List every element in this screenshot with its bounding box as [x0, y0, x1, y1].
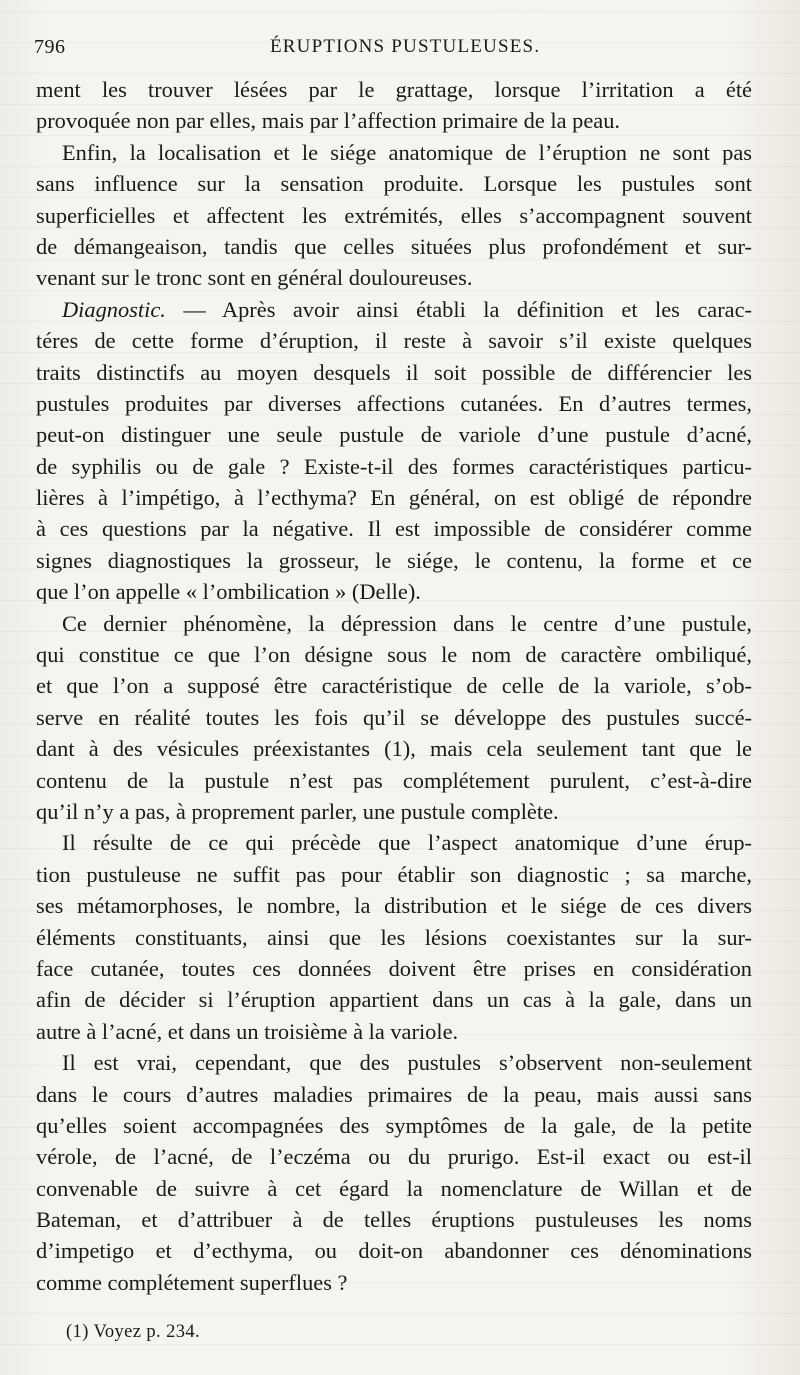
line-text: de démangeaison, tandis que celles situées plus profondément et sur- — [36, 233, 752, 259]
footnote: (1) Voyez p. 234. — [66, 1322, 201, 1342]
text-line — [36, 670, 752, 701]
line-text: autre à l’acné, et dans un troisième à la variole. — [36, 1018, 459, 1044]
text-line — [36, 827, 752, 858]
text-line — [36, 702, 752, 733]
text-line — [36, 922, 752, 953]
text-line — [36, 953, 752, 984]
section-heading: Diagnostic. — [62, 296, 166, 322]
text-line — [36, 74, 752, 105]
text-line — [36, 1141, 752, 1172]
text-line — [36, 1173, 752, 1204]
text-line — [36, 1204, 752, 1235]
text-line — [36, 137, 752, 168]
line-text: qui constitue ce que l’on désigne sous le nom de caractère ombiliqué, — [36, 642, 752, 668]
text-line — [36, 419, 752, 450]
line-text: convenable de suivre à cet égard la nomenclature de Willan et de — [36, 1175, 752, 1201]
line-text: éléments constituants, ainsi que les lésions coexistantes sur la sur- — [36, 924, 752, 950]
line-text: d’impetigo et d’ecthyma, ou doit-on abandonner ces dénominations — [36, 1238, 752, 1264]
line-text: comme complétement superflues ? — [36, 1269, 348, 1295]
line-text: dant à des vésicules préexistantes (1), mais cela seulement tant que le — [36, 736, 752, 762]
line-text: — Après avoir ainsi établi la définition et les carac- — [165, 296, 752, 322]
running-head: ÉRUPTIONS PUSTULEUSES. — [270, 36, 541, 57]
line-text: pustules produites par diverses affections cutanées. En d’autres termes, — [36, 390, 752, 416]
line-text: tion pustuleuse ne suffit pas pour établir son diagnostic ; sa marche, — [36, 861, 752, 887]
text-line — [36, 639, 752, 670]
line-text: face cutanée, toutes ces données doivent être prises en considération — [36, 955, 752, 981]
line-text: ses métamorphoses, le nombre, la distribution et le siége de ces divers — [36, 893, 752, 919]
line-text: à ces questions par la négative. Il est impossible de considérer comme — [36, 516, 752, 542]
line-text: téres de cette forme d’éruption, il reste à savoir s’il existe quelques — [36, 328, 752, 354]
line-text: de syphilis ou de gale ? Existe-t-il des formes caractéristiques particu- — [36, 453, 752, 479]
text-line — [36, 576, 752, 607]
line-text: traits distinctifs au moyen desquels il soit possible de différencier les — [36, 359, 752, 385]
line-text: ment les trouver lésées par le grattage, lorsque l’irritation a été — [36, 77, 752, 102]
line-text: Bateman, et d’attribuer à de telles éruptions pustuleuses les noms — [36, 1207, 752, 1233]
text-line — [36, 105, 752, 136]
page-header — [34, 34, 750, 64]
line-text: qu’elles soient accompagnées des symptômes de la gale, de la petite — [36, 1112, 752, 1138]
text-line — [36, 231, 752, 262]
line-text: dans le cours d’autres maladies primaires de la peau, mais aussi sans — [36, 1081, 752, 1107]
line-text: et que l’on a supposé être caractéristique de celle de la variole, s’ob- — [36, 673, 752, 699]
text-line — [36, 545, 752, 576]
text-line — [36, 325, 752, 356]
text-line — [36, 388, 752, 419]
text-line — [36, 482, 752, 513]
text-line — [36, 513, 752, 544]
line-text: Ce dernier phénomène, la dépression dans le centre d’une pustule, — [62, 610, 752, 636]
text-line — [36, 733, 752, 764]
line-text: signes diagnostiques la grosseur, le siége, le contenu, la forme et ce — [36, 547, 752, 573]
text-line — [36, 200, 752, 231]
text-line — [36, 890, 752, 921]
text-line — [36, 1267, 752, 1298]
line-text: contenu de la pustule n’est pas complétement purulent, c’est-à-dire — [36, 767, 752, 793]
line-text: venant sur le tronc sont en général douloureuses. — [36, 265, 473, 291]
line-text: qu’il n’y a pas, à proprement parler, une pustule complète. — [36, 798, 559, 824]
text-line — [36, 168, 752, 199]
text-line — [36, 1016, 752, 1047]
text-line — [36, 451, 752, 482]
page-number: 796 — [34, 36, 66, 58]
text-line — [36, 262, 752, 293]
text-line — [36, 1110, 752, 1141]
text-line — [36, 765, 752, 796]
text-line — [36, 984, 752, 1015]
line-text: sans influence sur la sensation produite. Lorsque les pustules sont — [36, 171, 752, 197]
line-text: Il résulte de ce qui précède que l’aspect anatomique d’une érup- — [62, 830, 752, 856]
line-text: superficielles et affectent les extrémités, elles s’accompagnent souvent — [36, 202, 752, 228]
line-text: Enfin, la localisation et le siége anatomique de l’éruption ne sont pas — [62, 139, 752, 165]
line-text: lières à l’impétigo, à l’ecthyma? En général, on est obligé de répondre — [36, 485, 752, 511]
text-line — [36, 608, 752, 639]
body-text — [36, 74, 752, 1298]
line-text: Il est vrai, cependant, que des pustules s’observent non-seulement — [62, 1050, 752, 1076]
text-line — [36, 357, 752, 388]
line-text: afin de décider si l’éruption appartient dans un cas à la gale, dans un — [36, 987, 752, 1013]
text-line — [36, 294, 752, 325]
text-line — [36, 796, 752, 827]
text-line — [36, 1235, 752, 1266]
line-text: provoquée non par elles, mais par l’affection primaire de la peau. — [36, 108, 620, 134]
line-text: vérole, de l’acné, de l’eczéma ou du prurigo. Est-il exact ou est-il — [36, 1144, 752, 1170]
text-line — [36, 1079, 752, 1110]
line-text: peut-on distinguer une seule pustule de variole d’une pustule d’acné, — [36, 422, 752, 448]
text-line — [36, 1047, 752, 1078]
text-line — [36, 859, 752, 890]
line-text: serve en réalité toutes les fois qu’il se développe des pustules succé- — [36, 704, 752, 730]
line-text: que l’on appelle « l’ombilication » (Delle). — [36, 579, 421, 605]
